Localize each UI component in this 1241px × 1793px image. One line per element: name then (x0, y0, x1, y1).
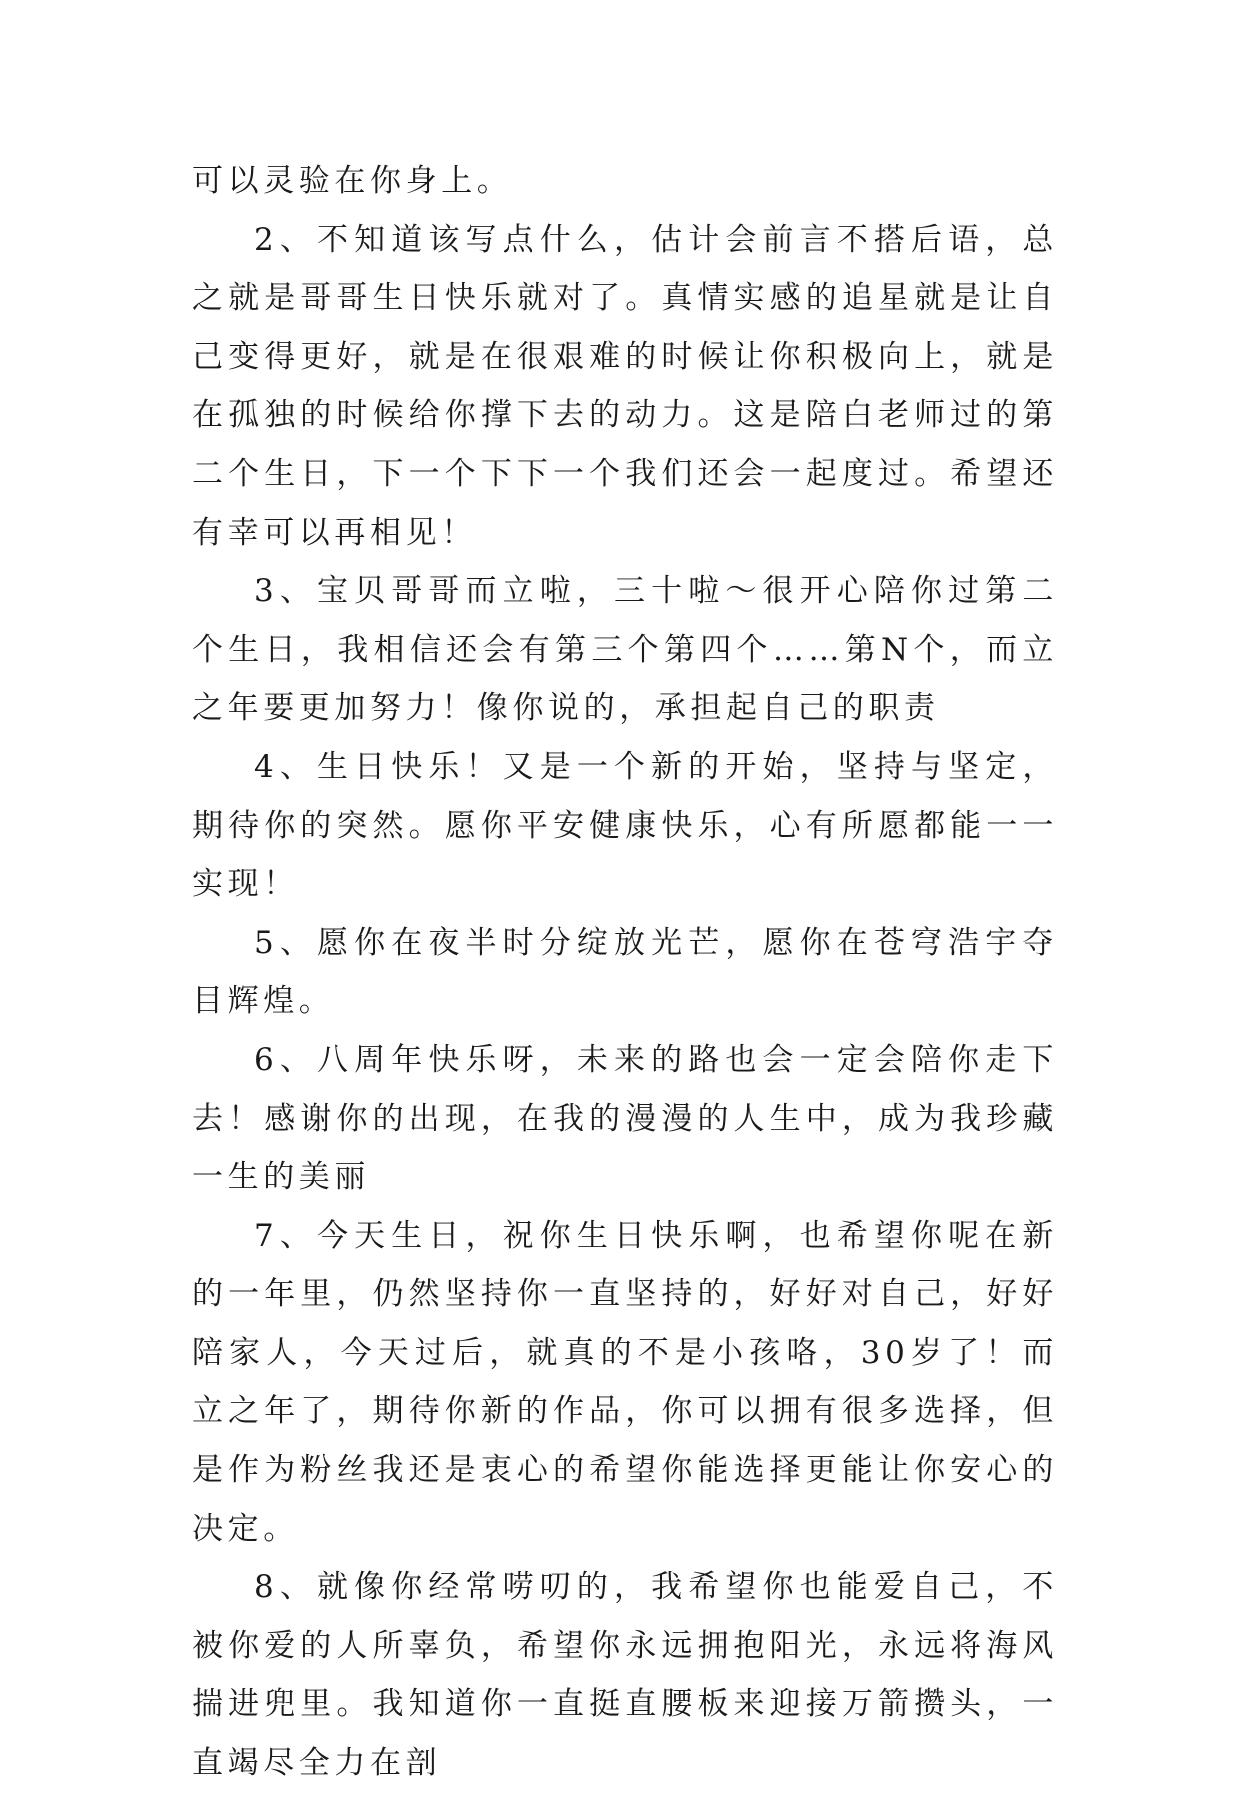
document-body (192, 152, 1058, 1793)
paragraph-5: 5、愿你在夜半时分绽放光芒，愿你在苍穹浩宇夺目辉煌。 (192, 924, 1058, 1020)
paragraph-6: 6、八周年快乐呀，未来的路也会一定会陪你走下去！感谢你的出现，在我的漫漫的人生中，成为我珍藏一生的美丽 (192, 1041, 1058, 1196)
paragraph-4: 4、生日快乐！又是一个新的开始，坚持与坚定，期待你的突然。愿你平安健康快乐，心有所愿都能一一实现！ (192, 748, 1058, 903)
paragraph-7: 7、今天生日，祝你生日快乐啊，也希望你呢在新的一年里，仍然坚持你一直坚持的，好好对自己，好好陪家人，今天过后，就真的不是小孩咯，30岁了！而立之年了，期待你新的作品，你可以拥有很多选择，但是作为粉丝我还是衷心的希望你能选择更能让你安心的决定。 (192, 1217, 1058, 1547)
paragraph-8: 8、就像你经常唠叨的，我希望你也能爱自己，不被你爱的人所辜负，希望你永远拥抱阳光，永远将海风揣进兜里。我知道你一直挺直腰板来迎接万箭攒头，一直竭尽全力在剖 (192, 1569, 1058, 1782)
paragraph-3: 3、宝贝哥哥而立啦，三十啦～很开心陪你过第二个生日，我相信还会有第三个第四个……第N个，而立之年要更加努力！像你说的，承担起自己的职责 (192, 573, 1058, 727)
paragraph-2: 2、不知道该写点什么，估计会前言不搭后语，总之就是哥哥生日快乐就对了。真情实感的追星就是让自己变得更好，就是在很艰难的时候让你积极向上，就是在孤独的时候给你撑下去的动力。这是陪白老师过的第二个生日，下一个下下一个我们还会一起度过。希望还有幸可以再相见！ (192, 221, 1058, 551)
paragraph-continuation: 可以灵验在你身上。 (192, 163, 513, 199)
